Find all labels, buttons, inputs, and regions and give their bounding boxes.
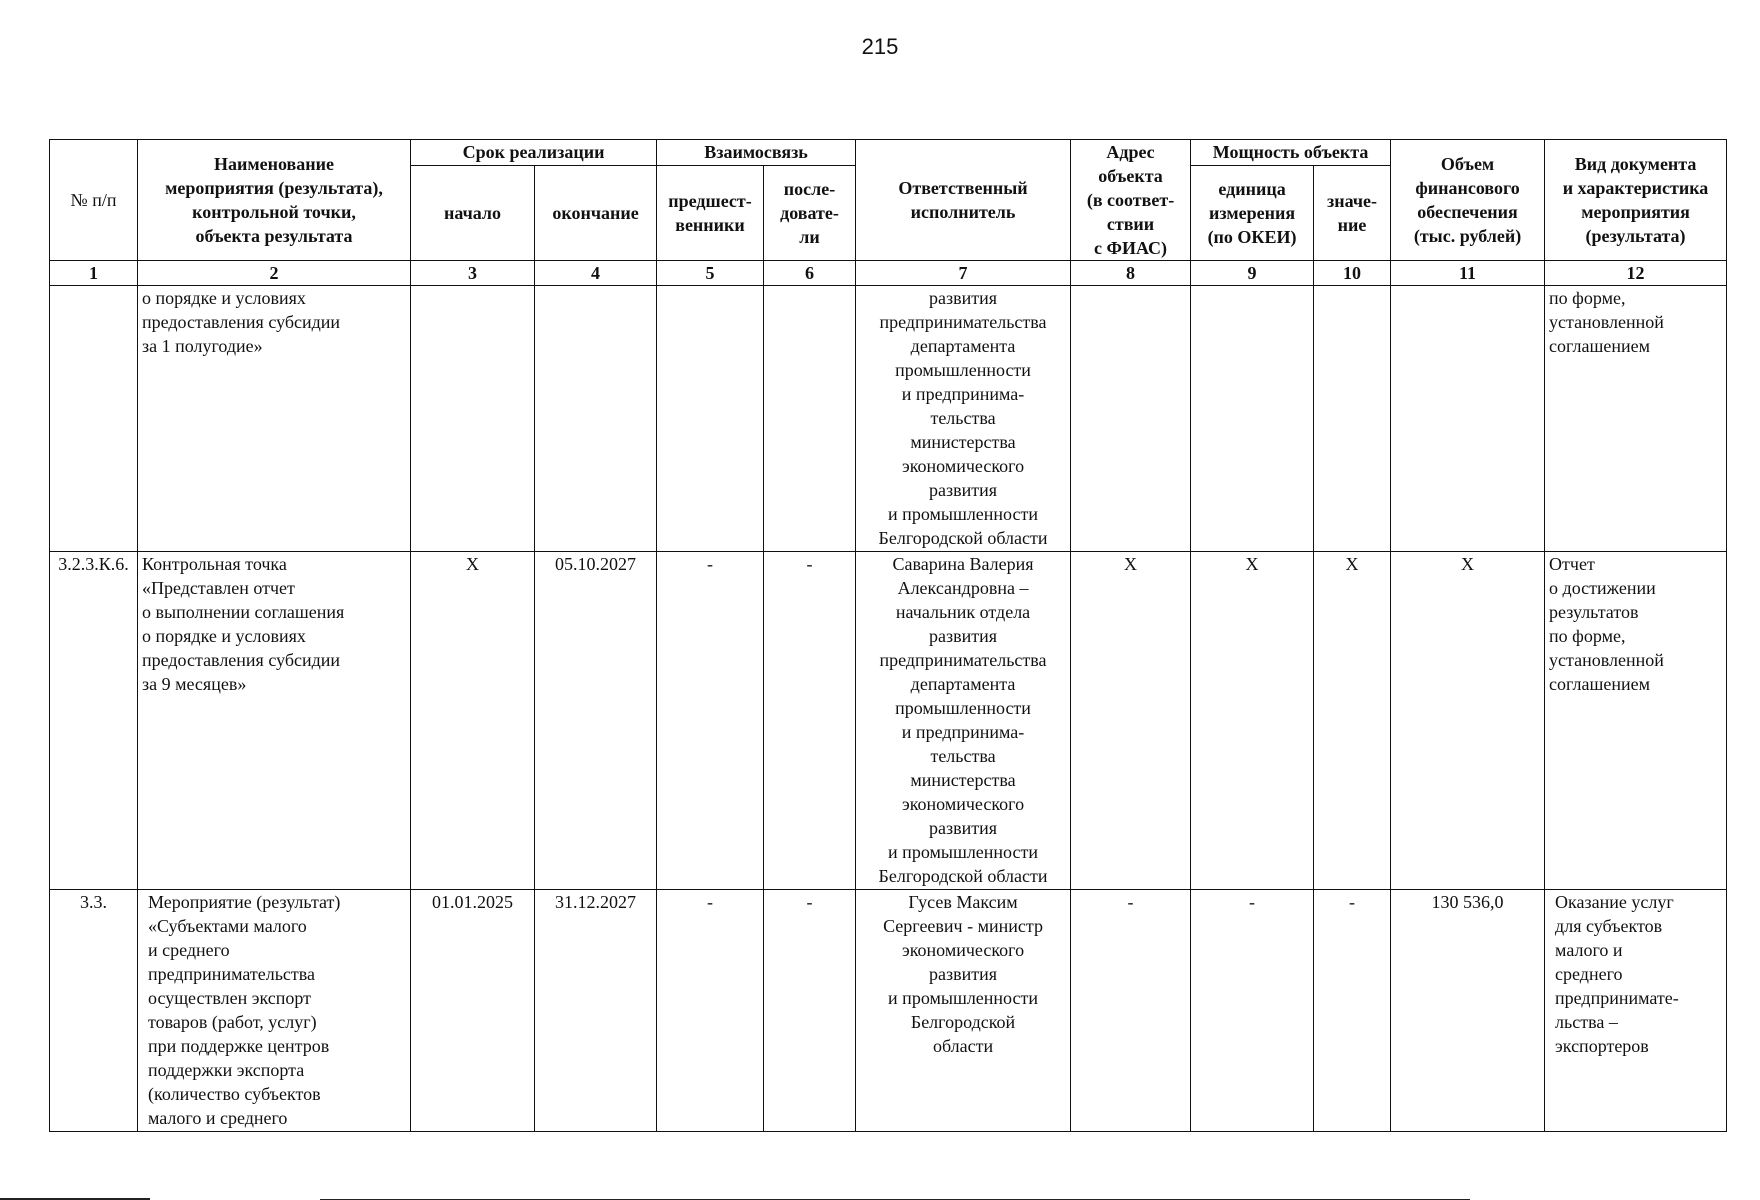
row-successors: - <box>764 890 856 1132</box>
page-number: 215 <box>861 34 899 59</box>
row-successors: - <box>764 552 856 890</box>
header-name: Наименование мероприятия (результата), контрольной точки, объекта результата <box>138 140 411 261</box>
header-value: значе- ние <box>1314 165 1391 260</box>
row-address: X <box>1071 552 1191 890</box>
header-relation-group: Взаимосвязь <box>657 140 856 166</box>
row-document: Оказание услуг для субъектов малого и среднего предпринимате- льства – экспортеров <box>1545 890 1727 1132</box>
column-number: 8 <box>1071 261 1191 286</box>
row-number <box>50 286 138 552</box>
row-value: - <box>1314 890 1391 1132</box>
row-number: 3.2.3.К.6. <box>50 552 138 890</box>
header-finance: Объем финансового обеспечения (тыс. рублей) <box>1391 140 1545 261</box>
header-unit: единица измерения (по ОКЕИ) <box>1191 165 1314 260</box>
header-number: № п/п <box>50 140 138 261</box>
row-document: по форме, установленной соглашением <box>1545 286 1727 552</box>
row-value: X <box>1314 552 1391 890</box>
row-number: 3.3. <box>50 890 138 1132</box>
header-end: окончание <box>535 165 657 260</box>
header-row-top <box>50 140 1727 166</box>
row-responsible: Саварина Валерия Александровна – начальник отдела развития предпринимательства департамента промышленности и предпринима- тельства министерства экономического развития и промышленности Белгородской области <box>856 552 1071 890</box>
row-unit <box>1191 286 1314 552</box>
row-predecessors <box>657 286 764 552</box>
header-responsible: Ответственный исполнитель <box>856 140 1071 261</box>
row-address: - <box>1071 890 1191 1132</box>
row-predecessors: - <box>657 890 764 1132</box>
column-number: 6 <box>764 261 856 286</box>
row-name: Контрольная точка «Представлен отчет о выполнении соглашения о порядке и условиях предоставления субсидии за 9 месяцев» <box>138 552 411 890</box>
table-row <box>50 552 1727 890</box>
row-start: 01.01.2025 <box>411 890 535 1132</box>
row-end: 05.10.2027 <box>535 552 657 890</box>
row-responsible: Гусев Максим Сергеевич - министр экономического развития и промышленности Белгородской области <box>856 890 1071 1132</box>
row-start <box>411 286 535 552</box>
row-successors <box>764 286 856 552</box>
row-name: о порядке и условиях предоставления субсидии за 1 полугодие» <box>138 286 411 552</box>
header-successors: после- довате- ли <box>764 165 856 260</box>
column-number: 10 <box>1314 261 1391 286</box>
row-address <box>1071 286 1191 552</box>
row-finance: 130 536,0 <box>1391 890 1545 1132</box>
row-responsible: развития предпринимательства департамента промышленности и предпринима- тельства министерства экономического развития и промышленности Белгородской области <box>856 286 1071 552</box>
header-document: Вид документа и характеристика мероприятия (результата) <box>1545 140 1727 261</box>
column-number: 3 <box>411 261 535 286</box>
header-period-group: Срок реализации <box>411 140 657 166</box>
column-numbers-row <box>50 261 1727 286</box>
row-finance: X <box>1391 552 1545 890</box>
column-number: 1 <box>50 261 138 286</box>
header-predecessors: предшест- венники <box>657 165 764 260</box>
column-number: 9 <box>1191 261 1314 286</box>
column-number: 11 <box>1391 261 1545 286</box>
table-row <box>50 890 1727 1132</box>
row-value <box>1314 286 1391 552</box>
row-finance <box>1391 286 1545 552</box>
row-predecessors: - <box>657 552 764 890</box>
table-row <box>50 286 1727 552</box>
row-start: X <box>411 552 535 890</box>
row-unit: X <box>1191 552 1314 890</box>
row-document: Отчет о достижении результатов по форме, установленной соглашением <box>1545 552 1727 890</box>
activities-table <box>49 139 1727 1132</box>
column-number: 5 <box>657 261 764 286</box>
row-name: Мероприятие (результат) «Субъектами малого и среднего предпринимательства осуществлен экспорт товаров (работ, услуг) при поддержке центров поддержки экспорта (количество субъектов малого и среднего <box>138 890 411 1132</box>
row-end <box>535 286 657 552</box>
column-number: 2 <box>138 261 411 286</box>
row-unit: - <box>1191 890 1314 1132</box>
header-address: Адрес объекта (в соответ- ствии с ФИАС) <box>1071 140 1191 261</box>
column-number: 12 <box>1545 261 1727 286</box>
header-capacity-group: Мощность объекта <box>1191 140 1391 166</box>
column-number: 7 <box>856 261 1071 286</box>
row-end: 31.12.2027 <box>535 890 657 1132</box>
column-number: 4 <box>535 261 657 286</box>
header-start: начало <box>411 165 535 260</box>
